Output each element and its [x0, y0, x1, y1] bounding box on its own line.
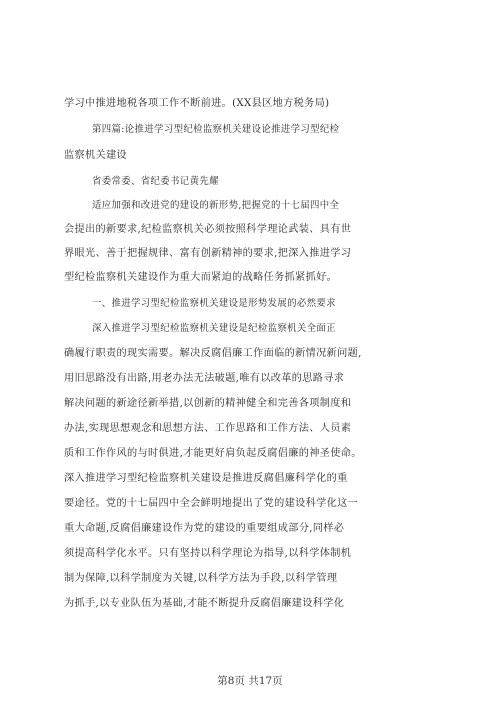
text-line: 重大命题,反腐倡廉建设作为党的建设的重要组成部分,同样必 [64, 523, 345, 534]
text-line: 界眼光、善于把握规律、富有创新精神的要求,把深入推进学习 [64, 248, 352, 259]
text-line: 型纪检监察机关建设作为重大而紧迫的战略任务抓紧抓好。 [64, 272, 338, 283]
text-line: 适应加强和改进党的建设的新形势,把握党的十七届四中全 [92, 200, 340, 211]
text-line: 学习中推进地税各项工作不断前进。(XX县区地方税务局) [64, 98, 330, 109]
text-line: 要途径。党的十七届四中全会鲜明地提出了党的建设科学化这一 [64, 498, 359, 509]
text-line: 为抓手,以专业队伍为基础,才能不断提升反腐倡廉建设科学化 [64, 598, 345, 609]
text-line: 办法,实现思想观念和思想方法、工作思路和工作方法、人员素 [64, 423, 352, 434]
author-line: 省委常委、省纪委书记黄先耀 [92, 176, 219, 187]
text-line: 深入推进学习型纪检监察机关建设是推进反腐倡廉科学化的重 [64, 473, 348, 484]
text-line: 质和工作作风的与时俱进,才能更好肩负起反腐倡廉的神圣使命。 [64, 448, 362, 459]
text-line: 确履行职责的现实需要。解决反腐倡廉工作面临的新情况新问题, [64, 348, 362, 359]
text-line: 制为保障,以科学制度为关键,以科学方法为手段,以科学管理 [64, 573, 338, 584]
subsection-heading: 一、推进学习型纪检监察机关建设是形势发展的必然要求 [92, 298, 336, 309]
text-line: 深入推进学习型纪检监察机关建设是纪检监察机关全面正 [92, 323, 336, 334]
text-line: 解决问题的新途径新举措,以创新的精神健全和完善各项制度和 [64, 398, 352, 409]
text-line: 用旧思路没有出路,用老办法无法破题,唯有以改革的思路寻求 [64, 373, 345, 384]
text-line: 会提出的新要求,纪检监察机关必须按照科学理论武装、具有世 [64, 224, 352, 235]
page-number-footer: 第8页 共17页 [217, 675, 283, 687]
section-heading-continued: 监察机关建设 [64, 150, 128, 161]
text-line: 须提高科学化水平。只有坚持以科学理论为指导,以科学体制机 [64, 548, 352, 559]
section-heading: 第四篇:论推进学习型纪检监察机关建设论推进学习型纪检 [92, 124, 340, 135]
